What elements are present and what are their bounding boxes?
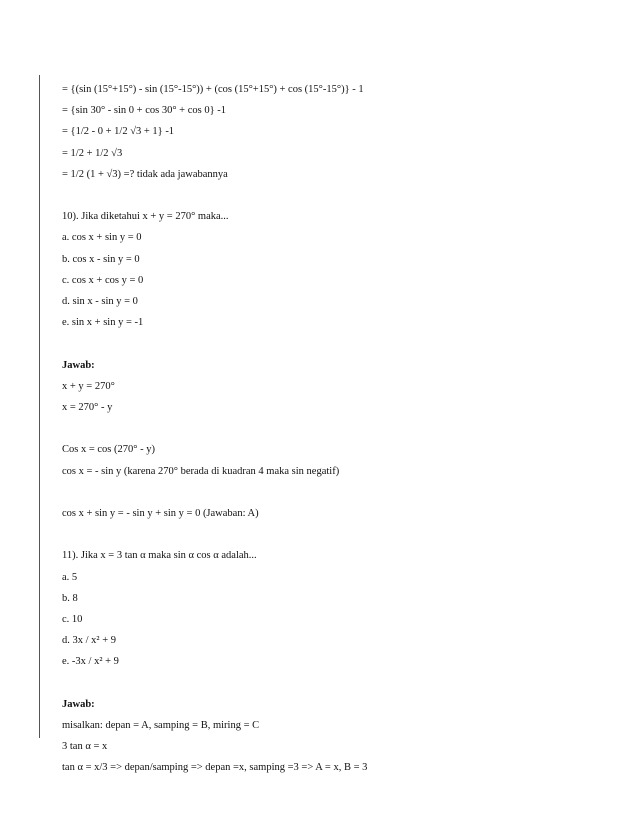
question-10-line: 10). Jika diketahui x + y = 270° maka... — [62, 211, 229, 223]
question-11-line: e. -3x / x² + 9 — [62, 656, 119, 668]
answer-11-line: tan α = x/3 => depan/samping => depan =x, samping =3 => A = x, B = 3 — [62, 762, 368, 774]
solution-9-continued-line: = {(sin (15°+15°) - sin (15°-15°)) + (cos (15°+15°) + cos (15°-15°)} - 1 — [62, 84, 364, 95]
question-11-line: 11). Jika x = 3 tan α maka sin α cos α adalah... — [62, 550, 257, 562]
solution-9-continued-line: = 1/2 (1 + √3) =? tidak ada jawabannya — [62, 168, 228, 180]
answer-10-part-1-line: x = 270° - y — [62, 402, 113, 414]
question-10-line: c. cos x + cos y = 0 — [62, 274, 144, 286]
solution-9-continued-line: = {sin 30° - sin 0 + cos 30° + cos 0} -1 — [62, 105, 226, 117]
answer-heading: Jawab: — [62, 698, 95, 710]
question-11-line: c. 10 — [62, 614, 83, 625]
question-10-line: d. sin x - sin y = 0 — [62, 296, 138, 308]
solution-9-continued-line: = {1/2 - 0 + 1/2 √3 + 1} -1 — [62, 126, 175, 138]
question-11-line: d. 3x / x² + 9 — [62, 635, 116, 647]
answer-10-part-1-line: x + y = 270° — [62, 380, 115, 392]
question-10-line: e. sin x + sin y = -1 — [62, 317, 144, 329]
answer-11-line: 3 tan α = x — [62, 741, 108, 753]
question-10-line: b. cos x - sin y = 0 — [62, 253, 140, 265]
solution-9-continued-line: = 1/2 + 1/2 √3 — [62, 147, 123, 159]
answer-11-line: misalkan: depan = A, samping = B, miring = C — [62, 720, 260, 731]
question-11-line: b. 8 — [62, 592, 78, 604]
left-margin-rule — [39, 75, 40, 738]
question-10-line: a. cos x + sin y = 0 — [62, 232, 142, 244]
question-11-line: a. 5 — [62, 571, 78, 583]
answer-10-part-3-line: cos x + sin y = - sin y + sin y = 0 (Jawaban: A) — [62, 508, 259, 519]
answer-heading: Jawab: — [62, 359, 95, 371]
answer-10-part-2-line: cos x = - sin y (karena 270° berada di kuadran 4 maka sin negatif) — [62, 465, 340, 477]
document-body — [62, 79, 622, 779]
answer-10-part-2-line: Cos x = cos (270° - y) — [62, 444, 155, 456]
